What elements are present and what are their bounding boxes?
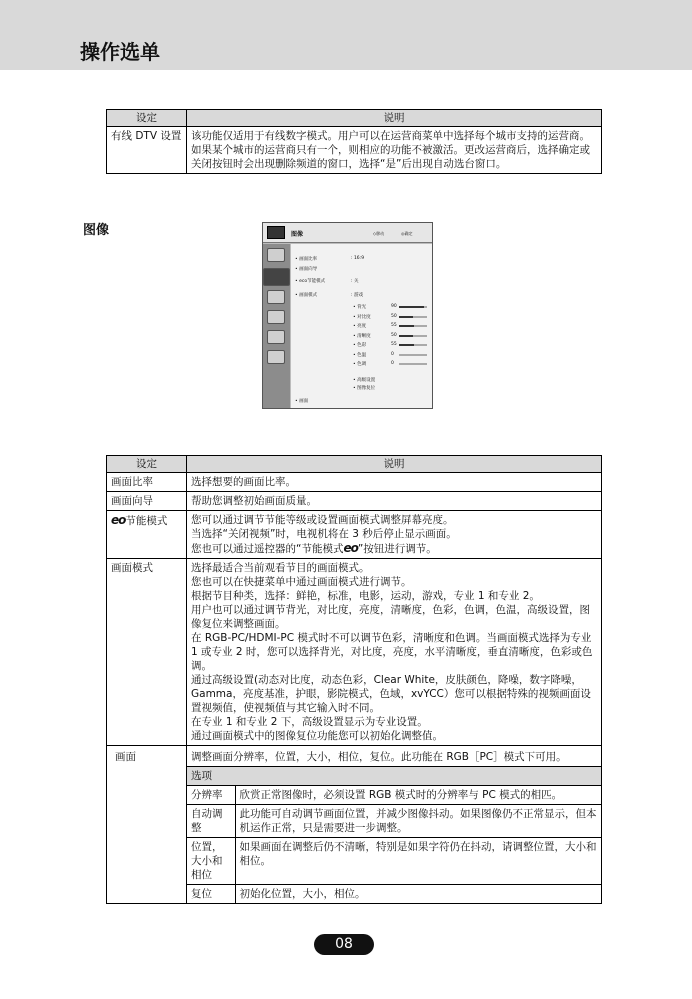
menu-adjust-label[interactable]: • 背光 bbox=[353, 305, 367, 310]
menu-item-aspect[interactable]: • 画面比率 bbox=[295, 257, 318, 262]
menu-adjust-fill[interactable] bbox=[399, 344, 414, 346]
menu-adjust-fill[interactable] bbox=[399, 316, 413, 318]
setting-desc: 该功能仅适用于有线数字模式。用户可以在运营商菜单中选择每个城市支持的运营商。如果某个城市的运营商只有一个，则相应的功能不被激活。更改运营商后，选择确定或关闭按钮时会出现删除频道的窗口，选择“是”后出现自动选台窗口。 bbox=[187, 127, 602, 174]
eco-icon: eo bbox=[111, 513, 126, 527]
menu-item-eco-value: : 关 bbox=[351, 279, 359, 284]
settings-icon[interactable] bbox=[267, 350, 285, 364]
setting-desc: 您可以通过调节节能等级或设置画面模式调整屏幕亮度。 当选择“关闭视频”时，电视机将在 3 秒后停止显示画面。 您也可以通过遥控器的“节能模式eo”按钮进行调节。 bbox=[187, 511, 602, 559]
audio-icon[interactable] bbox=[267, 290, 285, 304]
page-header bbox=[0, 0, 692, 70]
menu-adjust-value: 50 bbox=[391, 313, 397, 319]
menu-item-aspect-value: : 16:9 bbox=[351, 256, 365, 261]
menu-sidebar bbox=[263, 244, 290, 408]
table-row bbox=[107, 473, 602, 492]
settings-table-picture bbox=[106, 455, 602, 904]
menu-adjust-track bbox=[399, 363, 427, 365]
page-title: 操作选单 bbox=[80, 40, 160, 64]
menu-item-wizard[interactable]: • 画面向导 bbox=[295, 267, 318, 272]
menu-adjust-label[interactable]: • 亮度 bbox=[353, 324, 367, 329]
menu-item-screen[interactable]: • 画面 bbox=[295, 399, 309, 404]
col-header-setting: 设定 bbox=[107, 456, 187, 473]
setting-name-eco: eo节能模式 bbox=[107, 511, 187, 559]
table-row bbox=[107, 559, 602, 746]
menu-adjust-label[interactable]: • 色温 bbox=[353, 352, 367, 358]
table-row bbox=[107, 127, 602, 174]
table-row bbox=[107, 746, 602, 904]
menu-adjust-fill[interactable] bbox=[399, 306, 424, 308]
col-header-desc: 说明 bbox=[187, 110, 602, 127]
settings-table-cable-dtv bbox=[106, 109, 602, 174]
setting-desc: 帮助您调整初始画面质量。 bbox=[187, 492, 602, 511]
setting-desc: 选择想要的画面比率。 bbox=[187, 473, 602, 492]
table-row bbox=[107, 492, 602, 511]
sub-row: 位置，大小和相位 如果画面在调整后仍不清晰，特别是如果字符仍在抖动，请调整位置，大小和相位。 bbox=[187, 838, 601, 885]
menu-adjust-value: 50 bbox=[391, 332, 397, 338]
menu-adjust-label[interactable]: • 色彩 bbox=[353, 343, 367, 348]
section-title: 图像 bbox=[83, 223, 110, 238]
sub-row: 分辨率 欣赏正常图像时，必须设置 RGB 模式时的分辨率与 PC 模式的相匹。 bbox=[187, 786, 601, 805]
setting-name: 画面比率 bbox=[107, 473, 187, 492]
menu-adjust-fill[interactable] bbox=[399, 335, 413, 337]
menu-adjust-value: 0 bbox=[391, 351, 394, 357]
menu-item-mode[interactable]: • 画面模式 bbox=[295, 293, 318, 298]
sub-row: 自动调整 此功能可自动调节画面位置，并减少图像抖动。如果图像仍不正常显示，但本机运作正常，只是需要进一步调整。 bbox=[187, 805, 601, 838]
sub-options-table bbox=[187, 766, 601, 903]
satellite-icon[interactable] bbox=[267, 248, 285, 262]
menu-hint-confirm: ◎确定 bbox=[401, 231, 413, 236]
col-header-setting: 设定 bbox=[107, 110, 187, 127]
eco-icon: eo bbox=[343, 541, 358, 555]
setting-desc: 选择最适合当前观看节目的画面模式。 您也可以在快捷菜单中通过画面模式进行调节。 根据节目种类，选择：鲜艳，标准，电影，运动，游戏，专业 1 和专业 2。 用户也可以通过调节背光，对比度，亮度，清晰度，色彩，色调，色温，高级设置，图像复位来调整画面。 在 RGB-PC/HDMI-PC 模式时不可以调节色彩，清晰度和色调。当画面模式选择为专业 1 或专业 2 时，您可以选择背光，对比度，亮度，水平清晰度，垂直清晰度，色彩或色调。 通过高级设置(动态对比度，动态色彩，Clear White，皮肤颜色，降噪，数字降噪，Gamma，亮度基准，护眼，影院模式，色域，xvYCC）您可以根据特殊的视频画面设置视频值，使视频值与其它输入时不同。 在专业 1 和专业 2 下，高级设置显示为专业设置。 通过画面模式中的图像复位功能您可以初始化调整值。 bbox=[187, 559, 602, 746]
menu-topbar bbox=[263, 223, 432, 243]
clock-icon[interactable] bbox=[267, 310, 285, 324]
menu-adjust-label[interactable]: • 对比度 bbox=[353, 314, 371, 320]
table-row bbox=[107, 511, 602, 559]
sub-row: 复位 初始化位置，大小，相位。 bbox=[187, 885, 601, 904]
menu-adjust-track bbox=[399, 354, 427, 356]
menu-adjust-value: 0 bbox=[391, 361, 394, 366]
menu-adjust-label[interactable]: • 清晰度 bbox=[353, 333, 371, 339]
picture-icon[interactable] bbox=[263, 268, 290, 286]
tv-icon bbox=[267, 226, 285, 239]
setting-desc: 调整画面分辨率，位置，大小，相位，复位。此功能在 RGB［PC］模式下可用。 选项 分辨率 欣赏正常图像时，必须设置 RGB 模式时的分辨率与 PC 模式的相匹。 自动调整 此功能可自动调节画面位置，并减少图像抖动。如果图像仍不正常显示，但本机运作正常，只是需要进一步调整。 位置，大小和相位 如果画面在调整后仍不清晰，特别是如果字符仍在抖动，请调整位置，大小和相位。 复位 初始化位置，大小，相位。 bbox=[187, 746, 602, 904]
setting-name: 画面 bbox=[107, 746, 187, 904]
sub-header: 选项 bbox=[187, 767, 601, 786]
picture-menu-screenshot bbox=[262, 222, 433, 409]
lock-icon[interactable] bbox=[267, 330, 285, 344]
menu-adjust-value: 55 bbox=[391, 323, 397, 328]
col-header-desc: 说明 bbox=[187, 456, 602, 473]
menu-panel bbox=[291, 244, 432, 408]
menu-item-advanced[interactable]: • 高级设置 bbox=[353, 378, 376, 383]
menu-hint-move: ◇移动 bbox=[373, 231, 385, 236]
menu-item-reset[interactable]: • 图像复位 bbox=[353, 386, 376, 391]
menu-adjust-fill[interactable] bbox=[399, 325, 414, 327]
menu-adjust-label[interactable]: • 色调 bbox=[353, 362, 367, 367]
setting-name: 画面向导 bbox=[107, 492, 187, 511]
menu-adjust-value: 90 bbox=[391, 304, 397, 309]
menu-item-eco[interactable]: • eco节能模式 bbox=[295, 279, 326, 284]
setting-name: 画面模式 bbox=[107, 559, 187, 746]
page-number: 08 bbox=[314, 934, 374, 955]
menu-title: 图像 bbox=[291, 231, 304, 238]
menu-item-mode-value: : 游戏 bbox=[351, 293, 363, 298]
setting-name: 有线 DTV 设置 bbox=[107, 127, 187, 174]
menu-adjust-value: 55 bbox=[391, 342, 397, 347]
